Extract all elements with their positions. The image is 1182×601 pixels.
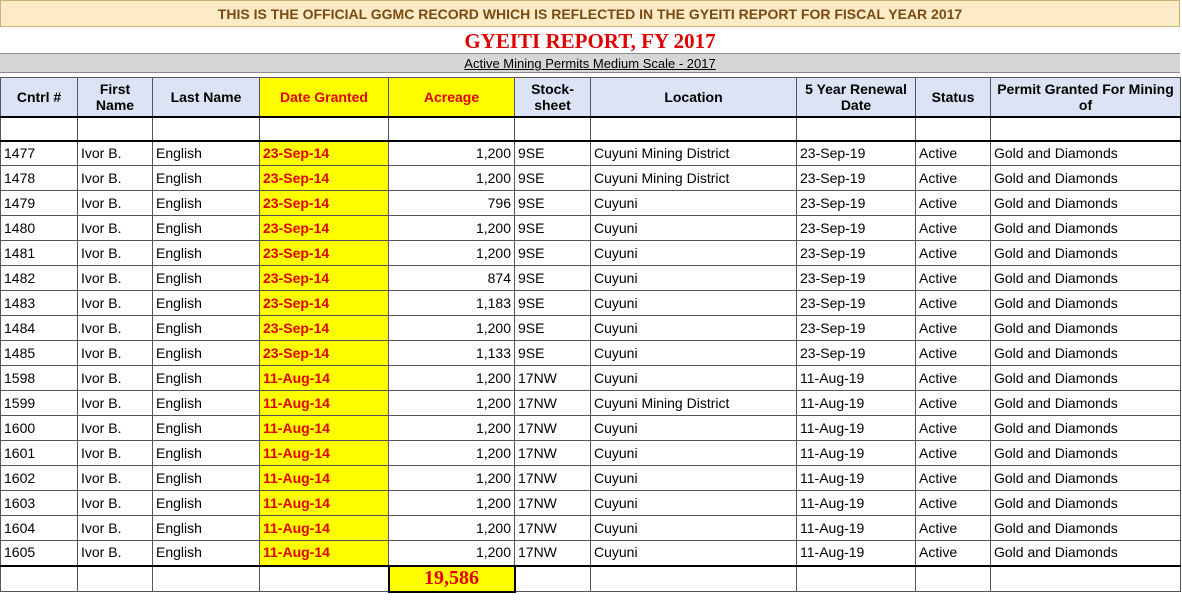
table-row: [1, 441, 1181, 466]
location-cell: Cuyuni: [591, 541, 797, 566]
mining-of-cell: Gold and Diamonds: [991, 291, 1181, 316]
stock-sheet-cell: 17NW: [515, 391, 591, 416]
mining-of-cell: Gold and Diamonds: [991, 191, 1181, 216]
stock-sheet-cell: 17NW: [515, 516, 591, 541]
location-cell: Cuyuni: [591, 441, 797, 466]
first-name-cell: Ivor B.: [78, 166, 153, 191]
acreage-cell: 1,133: [389, 341, 515, 366]
table-row: [1, 291, 1181, 316]
stock-sheet-cell: 9SE: [515, 191, 591, 216]
acreage-cell: 1,200: [389, 366, 515, 391]
date-granted-cell: 11-Aug-14: [260, 541, 389, 566]
stock-sheet-cell: 9SE: [515, 166, 591, 191]
renewal-date-cell: 23-Sep-19: [797, 241, 916, 266]
mining-of-cell: Gold and Diamonds: [991, 441, 1181, 466]
status-cell: Active: [916, 291, 991, 316]
mining-of-cell: Gold and Diamonds: [991, 141, 1181, 166]
status-cell: Active: [916, 416, 991, 441]
stock-sheet-cell: 17NW: [515, 366, 591, 391]
last-name-cell: English: [153, 291, 260, 316]
stock-sheet-cell: 17NW: [515, 491, 591, 516]
cntrl-cell: 1601: [1, 441, 78, 466]
status-cell: Active: [916, 316, 991, 341]
location-cell: Cuyuni: [591, 341, 797, 366]
last-name-cell: English: [153, 491, 260, 516]
location-cell: Cuyuni: [591, 466, 797, 491]
first-name-cell: Ivor B.: [78, 391, 153, 416]
first-name-cell: Ivor B.: [78, 441, 153, 466]
date-granted-cell: 11-Aug-14: [260, 366, 389, 391]
table-row: [1, 416, 1181, 441]
col-header-mining-of: Permit Granted For Mining of: [991, 78, 1181, 117]
first-name-cell: Ivor B.: [78, 241, 153, 266]
date-granted-cell: 23-Sep-14: [260, 141, 389, 166]
last-name-cell: English: [153, 391, 260, 416]
status-cell: Active: [916, 141, 991, 166]
col-header-cntrl: Cntrl #: [1, 78, 78, 117]
stock-sheet-cell: 9SE: [515, 266, 591, 291]
location-cell: Cuyuni: [591, 516, 797, 541]
col-header-location: Location: [591, 78, 797, 117]
acreage-cell: 1,183: [389, 291, 515, 316]
renewal-date-cell: 11-Aug-19: [797, 541, 916, 566]
status-cell: Active: [916, 191, 991, 216]
cntrl-cell: 1484: [1, 316, 78, 341]
first-name-cell: Ivor B.: [78, 541, 153, 566]
stock-sheet-cell: 9SE: [515, 141, 591, 166]
acreage-cell: 1,200: [389, 391, 515, 416]
cntrl-cell: 1477: [1, 141, 78, 166]
acreage-cell: 1,200: [389, 316, 515, 341]
renewal-date-cell: 11-Aug-19: [797, 416, 916, 441]
date-granted-cell: 23-Sep-14: [260, 291, 389, 316]
renewal-date-cell: 11-Aug-19: [797, 516, 916, 541]
mining-of-cell: Gold and Diamonds: [991, 516, 1181, 541]
stock-sheet-cell: 17NW: [515, 441, 591, 466]
col-header-date-granted: Date Granted: [260, 78, 389, 117]
total-acreage: 19,586: [389, 566, 515, 592]
cntrl-cell: 1482: [1, 266, 78, 291]
mining-of-cell: Gold and Diamonds: [991, 391, 1181, 416]
status-cell: Active: [916, 216, 991, 241]
col-header-acreage: Acreage: [389, 78, 515, 117]
date-granted-cell: 11-Aug-14: [260, 416, 389, 441]
last-name-cell: English: [153, 266, 260, 291]
first-name-cell: Ivor B.: [78, 216, 153, 241]
acreage-cell: 874: [389, 266, 515, 291]
renewal-date-cell: 23-Sep-19: [797, 141, 916, 166]
location-cell: Cuyuni Mining District: [591, 141, 797, 166]
acreage-cell: 1,200: [389, 491, 515, 516]
date-granted-cell: 11-Aug-14: [260, 466, 389, 491]
renewal-date-cell: 23-Sep-19: [797, 266, 916, 291]
renewal-date-cell: 11-Aug-19: [797, 391, 916, 416]
date-granted-cell: 23-Sep-14: [260, 316, 389, 341]
renewal-date-cell: 11-Aug-19: [797, 466, 916, 491]
first-name-cell: Ivor B.: [78, 141, 153, 166]
stock-sheet-cell: 9SE: [515, 241, 591, 266]
last-name-cell: English: [153, 191, 260, 216]
renewal-date-cell: 23-Sep-19: [797, 316, 916, 341]
cntrl-cell: 1603: [1, 491, 78, 516]
table-row: [1, 341, 1181, 366]
table-row: [1, 366, 1181, 391]
report-subtitle: Active Mining Permits Medium Scale - 2017: [0, 53, 1180, 73]
date-granted-cell: 23-Sep-14: [260, 166, 389, 191]
mining-of-cell: Gold and Diamonds: [991, 241, 1181, 266]
col-header-first-name: First Name: [78, 78, 153, 117]
stock-sheet-cell: 9SE: [515, 316, 591, 341]
stock-sheet-cell: 9SE: [515, 291, 591, 316]
acreage-cell: 1,200: [389, 141, 515, 166]
cntrl-cell: 1604: [1, 516, 78, 541]
location-cell: Cuyuni: [591, 191, 797, 216]
blank-row: [1, 117, 1181, 141]
first-name-cell: Ivor B.: [78, 316, 153, 341]
table-row: [1, 216, 1181, 241]
location-cell: Cuyuni Mining District: [591, 166, 797, 191]
status-cell: Active: [916, 516, 991, 541]
acreage-cell: 1,200: [389, 416, 515, 441]
first-name-cell: Ivor B.: [78, 416, 153, 441]
last-name-cell: English: [153, 441, 260, 466]
cntrl-cell: 1479: [1, 191, 78, 216]
location-cell: Cuyuni: [591, 366, 797, 391]
first-name-cell: Ivor B.: [78, 341, 153, 366]
renewal-date-cell: 11-Aug-19: [797, 441, 916, 466]
last-name-cell: English: [153, 316, 260, 341]
table-row: [1, 491, 1181, 516]
status-cell: Active: [916, 341, 991, 366]
renewal-date-cell: 23-Sep-19: [797, 216, 916, 241]
col-header-stock-sheet: Stock-sheet: [515, 78, 591, 117]
location-cell: Cuyuni: [591, 416, 797, 441]
renewal-date-cell: 11-Aug-19: [797, 366, 916, 391]
first-name-cell: Ivor B.: [78, 491, 153, 516]
cntrl-cell: 1485: [1, 341, 78, 366]
location-cell: Cuyuni: [591, 266, 797, 291]
mining-of-cell: Gold and Diamonds: [991, 216, 1181, 241]
mining-of-cell: Gold and Diamonds: [991, 266, 1181, 291]
table-row: [1, 241, 1181, 266]
mining-of-cell: Gold and Diamonds: [991, 341, 1181, 366]
status-cell: Active: [916, 441, 991, 466]
first-name-cell: Ivor B.: [78, 191, 153, 216]
first-name-cell: Ivor B.: [78, 266, 153, 291]
renewal-date-cell: 23-Sep-19: [797, 341, 916, 366]
location-cell: Cuyuni: [591, 291, 797, 316]
mining-of-cell: Gold and Diamonds: [991, 416, 1181, 441]
status-cell: Active: [916, 241, 991, 266]
last-name-cell: English: [153, 141, 260, 166]
mining-of-cell: Gold and Diamonds: [991, 366, 1181, 391]
acreage-cell: 1,200: [389, 466, 515, 491]
table-row: [1, 541, 1181, 566]
header-row: [1, 78, 1181, 117]
last-name-cell: English: [153, 466, 260, 491]
status-cell: Active: [916, 366, 991, 391]
col-header-last-name: Last Name: [153, 78, 260, 117]
renewal-date-cell: 23-Sep-19: [797, 291, 916, 316]
first-name-cell: Ivor B.: [78, 466, 153, 491]
date-granted-cell: 11-Aug-14: [260, 516, 389, 541]
status-cell: Active: [916, 166, 991, 191]
date-granted-cell: 23-Sep-14: [260, 191, 389, 216]
mining-of-cell: Gold and Diamonds: [991, 491, 1181, 516]
cntrl-cell: 1483: [1, 291, 78, 316]
table-row: [1, 266, 1181, 291]
location-cell: Cuyuni Mining District: [591, 391, 797, 416]
col-header-status: Status: [916, 78, 991, 117]
total-row: [1, 566, 1181, 592]
date-granted-cell: 11-Aug-14: [260, 391, 389, 416]
official-record-banner: THIS IS THE OFFICIAL GGMC RECORD WHICH IS REFLECTED IN THE GYEITI REPORT FOR FISCAL YEAR 2017: [0, 0, 1180, 27]
stock-sheet-cell: 9SE: [515, 341, 591, 366]
last-name-cell: English: [153, 516, 260, 541]
cntrl-cell: 1480: [1, 216, 78, 241]
table-row: [1, 166, 1181, 191]
mining-of-cell: Gold and Diamonds: [991, 166, 1181, 191]
cntrl-cell: 1602: [1, 466, 78, 491]
stock-sheet-cell: 17NW: [515, 466, 591, 491]
renewal-date-cell: 23-Sep-19: [797, 191, 916, 216]
status-cell: Active: [916, 266, 991, 291]
location-cell: Cuyuni: [591, 241, 797, 266]
stock-sheet-cell: 17NW: [515, 416, 591, 441]
first-name-cell: Ivor B.: [78, 291, 153, 316]
table-row: [1, 191, 1181, 216]
table-row: [1, 316, 1181, 341]
table-row: [1, 391, 1181, 416]
acreage-cell: 796: [389, 191, 515, 216]
location-cell: Cuyuni: [591, 491, 797, 516]
last-name-cell: English: [153, 241, 260, 266]
date-granted-cell: 23-Sep-14: [260, 266, 389, 291]
status-cell: Active: [916, 391, 991, 416]
table-row: [1, 466, 1181, 491]
stock-sheet-cell: 9SE: [515, 216, 591, 241]
acreage-cell: 1,200: [389, 216, 515, 241]
first-name-cell: Ivor B.: [78, 366, 153, 391]
date-granted-cell: 11-Aug-14: [260, 491, 389, 516]
last-name-cell: English: [153, 366, 260, 391]
cntrl-cell: 1599: [1, 391, 78, 416]
location-cell: Cuyuni: [591, 216, 797, 241]
renewal-date-cell: 23-Sep-19: [797, 166, 916, 191]
date-granted-cell: 23-Sep-14: [260, 241, 389, 266]
col-header-renewal-date: 5 Year Renewal Date: [797, 78, 916, 117]
date-granted-cell: 11-Aug-14: [260, 441, 389, 466]
last-name-cell: English: [153, 166, 260, 191]
location-cell: Cuyuni: [591, 316, 797, 341]
cntrl-cell: 1605: [1, 541, 78, 566]
acreage-cell: 1,200: [389, 241, 515, 266]
permits-table: [0, 77, 1181, 593]
acreage-cell: 1,200: [389, 441, 515, 466]
table-row: [1, 141, 1181, 166]
report-title: GYEITI REPORT, FY 2017: [464, 29, 716, 53]
last-name-cell: English: [153, 541, 260, 566]
date-granted-cell: 23-Sep-14: [260, 341, 389, 366]
first-name-cell: Ivor B.: [78, 516, 153, 541]
status-cell: Active: [916, 541, 991, 566]
cntrl-cell: 1478: [1, 166, 78, 191]
acreage-cell: 1,200: [389, 516, 515, 541]
acreage-cell: 1,200: [389, 541, 515, 566]
renewal-date-cell: 11-Aug-19: [797, 491, 916, 516]
last-name-cell: English: [153, 341, 260, 366]
date-granted-cell: 23-Sep-14: [260, 216, 389, 241]
mining-of-cell: Gold and Diamonds: [991, 316, 1181, 341]
cntrl-cell: 1481: [1, 241, 78, 266]
mining-of-cell: Gold and Diamonds: [991, 466, 1181, 491]
status-cell: Active: [916, 466, 991, 491]
last-name-cell: English: [153, 216, 260, 241]
cntrl-cell: 1598: [1, 366, 78, 391]
status-cell: Active: [916, 491, 991, 516]
cntrl-cell: 1600: [1, 416, 78, 441]
last-name-cell: English: [153, 416, 260, 441]
mining-of-cell: Gold and Diamonds: [991, 541, 1181, 566]
acreage-cell: 1,200: [389, 166, 515, 191]
table-row: [1, 516, 1181, 541]
stock-sheet-cell: 17NW: [515, 541, 591, 566]
